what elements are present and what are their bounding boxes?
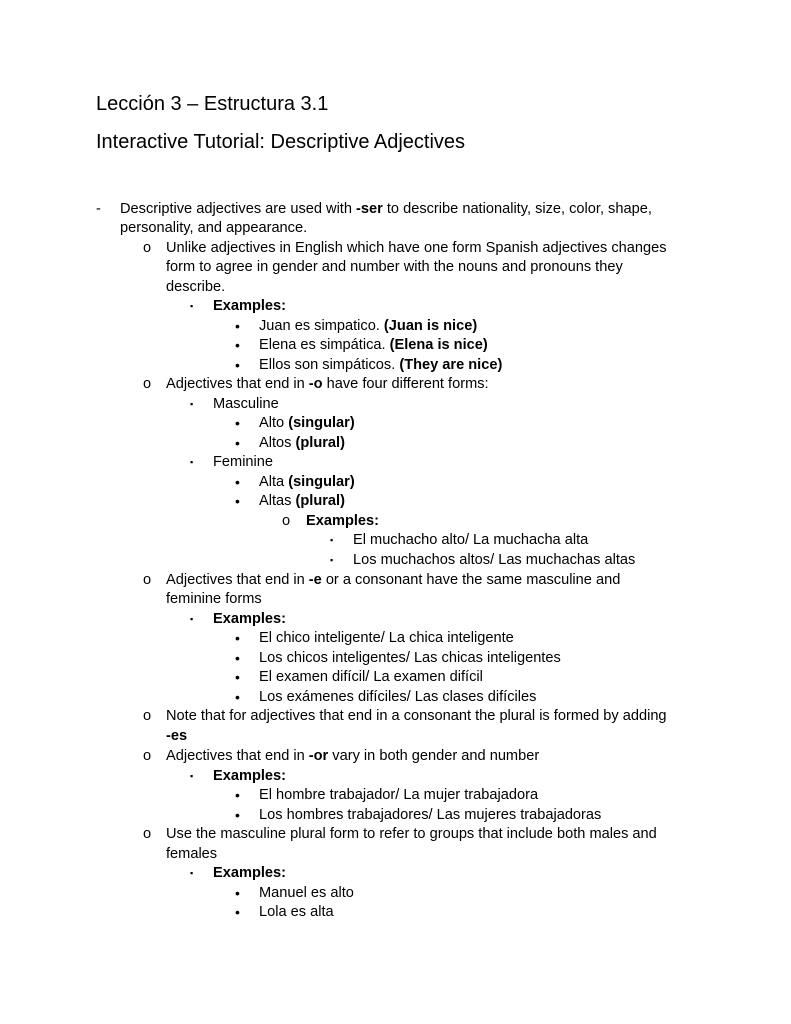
note-text: Note that for adjectives that end in a consonant the plural is formed by adding [166,708,667,724]
intro-text-cont: personality, and appearance. [120,220,308,236]
example-item: Los muchachos altos/ Las muchachas altas [353,552,636,568]
example-item: Los chicos inteligentes/ Las chicas inteligentes [259,650,561,666]
masculine-label: Masculine [213,396,279,412]
example-item: Juan es simpatico. (Juan is nice) [259,318,478,334]
form-item: Alta (singular) [259,474,355,490]
note-text-cont: -es [166,728,188,744]
square-bullet-icon: ▪ [190,301,194,311]
example-item: El chico inteligente/ La chica inteligente [259,630,514,646]
circle-marker: o [143,748,152,764]
example-item: Lola es alta [259,904,334,920]
example-item: El examen difícil/ La examen difícil [259,669,483,685]
bullet-icon: • [235,904,240,920]
form-item: Altos (plural) [259,435,345,451]
or-forms-text: Adjectives that end in -or vary in both gender and number [166,748,540,764]
dash-marker: - [96,201,101,217]
bullet-icon: • [235,807,240,823]
square-bullet-icon: ▪ [190,614,194,624]
bullet-icon: • [235,787,240,803]
e-consonant-text: Adjectives that end in -e or a consonant have the same masculine and [166,572,621,588]
bullet-icon: • [235,415,240,431]
unlike-text: Unlike adjectives in English which have one form Spanish adjectives changes [166,240,667,256]
bullet-icon: • [235,435,240,451]
bullet-icon: • [235,650,240,666]
circle-marker: o [143,708,152,724]
circle-marker: o [143,240,152,256]
circle-marker: o [143,572,152,588]
square-bullet-icon: ▪ [190,771,194,781]
lesson-title: Lección 3 – Estructura 3.1 [96,93,329,115]
e-consonant-text-cont: feminine forms [166,591,262,607]
unlike-text-cont: form to agree in gender and number with the nouns and pronouns they [166,259,623,275]
examples-label: Examples: [213,298,287,314]
form-item: Alto (singular) [259,415,355,431]
example-item: Los hombres trabajadores/ Las mujeres trabajadoras [259,807,602,823]
masc-plural-text-cont: females [166,846,218,862]
square-bullet-icon: ▪ [190,399,194,409]
example-item: El hombre trabajador/ La mujer trabajadora [259,787,539,803]
examples-label: Examples: [213,611,287,627]
bullet-icon: • [235,885,240,901]
intro-text: Descriptive adjectives are used with -ser to describe nationality, size, color, shape, [120,201,652,217]
bullet-icon: • [235,474,240,490]
square-bullet-icon: ▪ [190,868,194,878]
example-item: Manuel es alto [259,885,354,901]
examples-label: Examples: [213,865,287,881]
examples-label: Examples: [306,513,380,529]
bullet-icon: • [235,357,240,373]
circle-marker: o [143,376,152,392]
feminine-label: Feminine [213,454,274,470]
square-bullet-icon: ▪ [330,535,334,545]
example-item: El muchacho alto/ La muchacha alta [353,532,589,548]
square-bullet-icon: ▪ [190,457,194,467]
example-item: Los exámenes difíciles/ Las clases difíciles [259,689,537,705]
example-item: Ellos son simpáticos. (They are nice) [259,357,503,373]
bullet-icon: • [235,493,240,509]
o-forms-text: Adjectives that end in -o have four different forms: [166,376,489,392]
circle-marker: o [143,826,152,842]
square-bullet-icon: ▪ [330,555,334,565]
bullet-icon: • [235,669,240,685]
example-item: Elena es simpática. (Elena is nice) [259,337,488,353]
masc-plural-text: Use the masculine plural form to refer to groups that include both males and [166,826,657,842]
form-item: Altas (plural) [259,493,345,509]
bullet-icon: • [235,318,240,334]
bullet-icon: • [235,689,240,705]
examples-label: Examples: [213,768,287,784]
bullet-icon: • [235,337,240,353]
bullet-icon: • [235,630,240,646]
unlike-text-cont: describe. [166,279,226,295]
tutorial-title: Interactive Tutorial: Descriptive Adjectives [96,131,466,153]
circle-marker: o [282,513,291,529]
